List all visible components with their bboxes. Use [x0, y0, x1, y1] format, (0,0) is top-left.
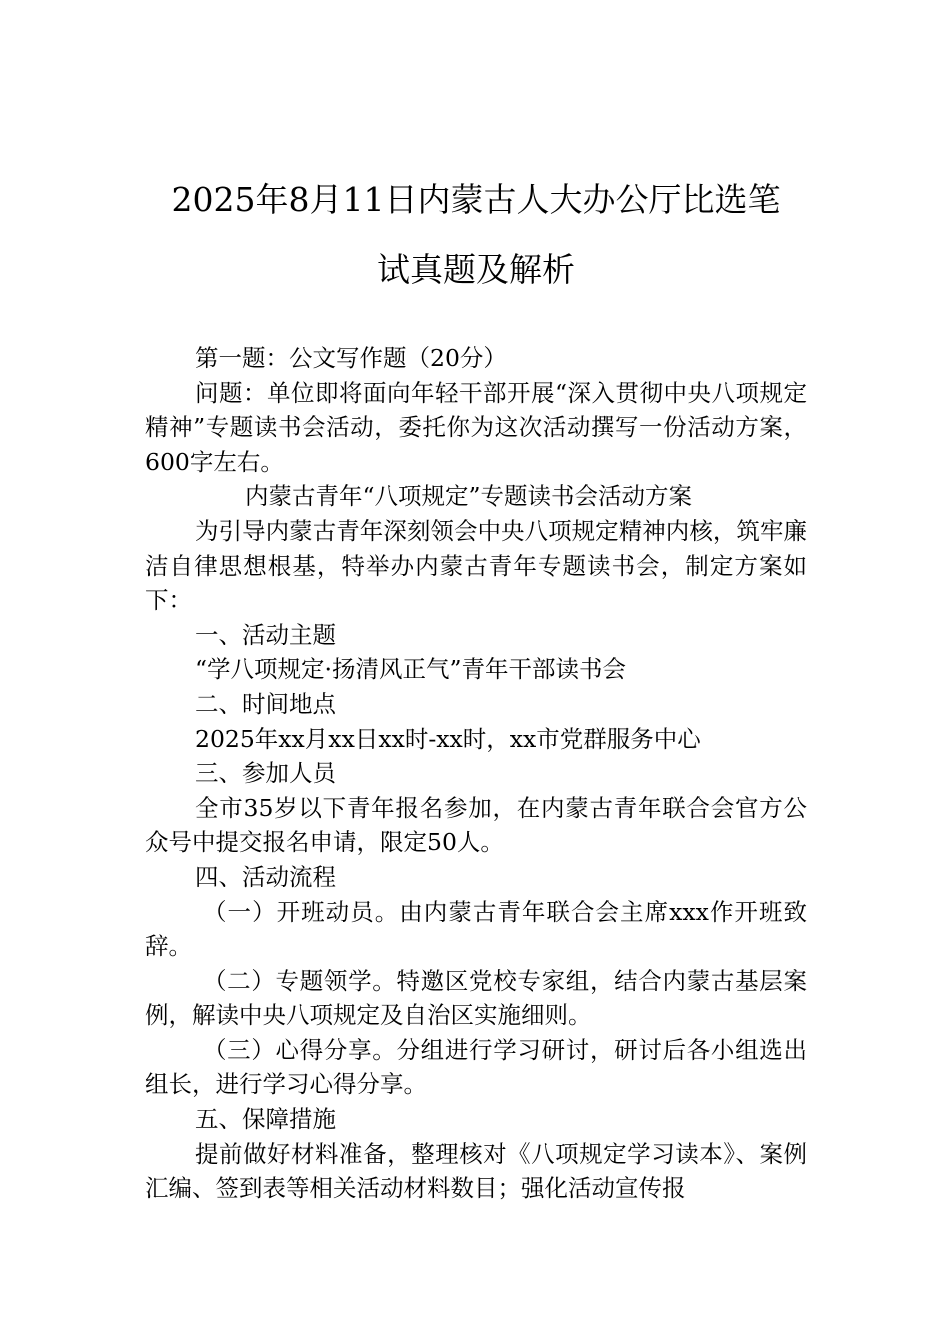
section-4-item-2: （二）专题领学。特邀区党校专家组，结合内蒙古基层案例，解读中央八项规定及自治区实施细则。 — [145, 966, 807, 1030]
question-text: 问题：单位即将面向年轻干部开展“深入贯彻中央八项规定精神”专题读书会活动，委托你为这次活动撰写一份活动方案，600字左右。 — [145, 378, 807, 476]
plan-title: 内蒙古青年“八项规定”专题读书会活动方案 — [245, 482, 693, 511]
section-4-heading: 四、活动流程 — [195, 862, 336, 891]
document-body — [145, 341, 807, 1206]
section-4-item-3: （三）心得分享。分组进行学习研讨，研讨后各小组选出组长，进行学习心得分享。 — [145, 1035, 807, 1099]
document-title-line-2: 试真题及解析 — [377, 250, 575, 289]
question-heading: 第一题：公文写作题（20分） — [195, 344, 507, 372]
section-1-heading: 一、活动主题 — [195, 620, 336, 649]
document-title-line-1: 2025年8月11日内蒙古人大办公厅比选笔 — [171, 180, 781, 219]
section-3-heading: 三、参加人员 — [195, 759, 336, 788]
section-1-text: “学八项规定·扬清风正气”青年干部读书会 — [195, 655, 626, 684]
section-4-item-1: （一）开班动员。由内蒙古青年联合会主席xxx作开班致辞。 — [145, 897, 807, 961]
section-2-heading: 二、时间地点 — [195, 689, 336, 718]
plan-intro: 为引导内蒙古青年深刻领会中央八项规定精神内核，筑牢廉洁自律思想根基，特举办内蒙古青年专题读书会，制定方案如下： — [145, 516, 807, 615]
section-2-text: 2025年xx月xx日xx时-xx时，xx市党群服务中心 — [195, 724, 701, 753]
section-5-text: 提前做好材料准备，整理核对《八项规定学习读本》、案例汇编、签到表等相关活动材料数目；强化活动宣传报 — [145, 1139, 807, 1203]
section-3-text: 全市35岁以下青年报名参加，在内蒙古青年联合会官方公众号中提交报名申请，限定50人。 — [145, 793, 807, 857]
section-5-heading: 五、保障措施 — [195, 1105, 336, 1134]
